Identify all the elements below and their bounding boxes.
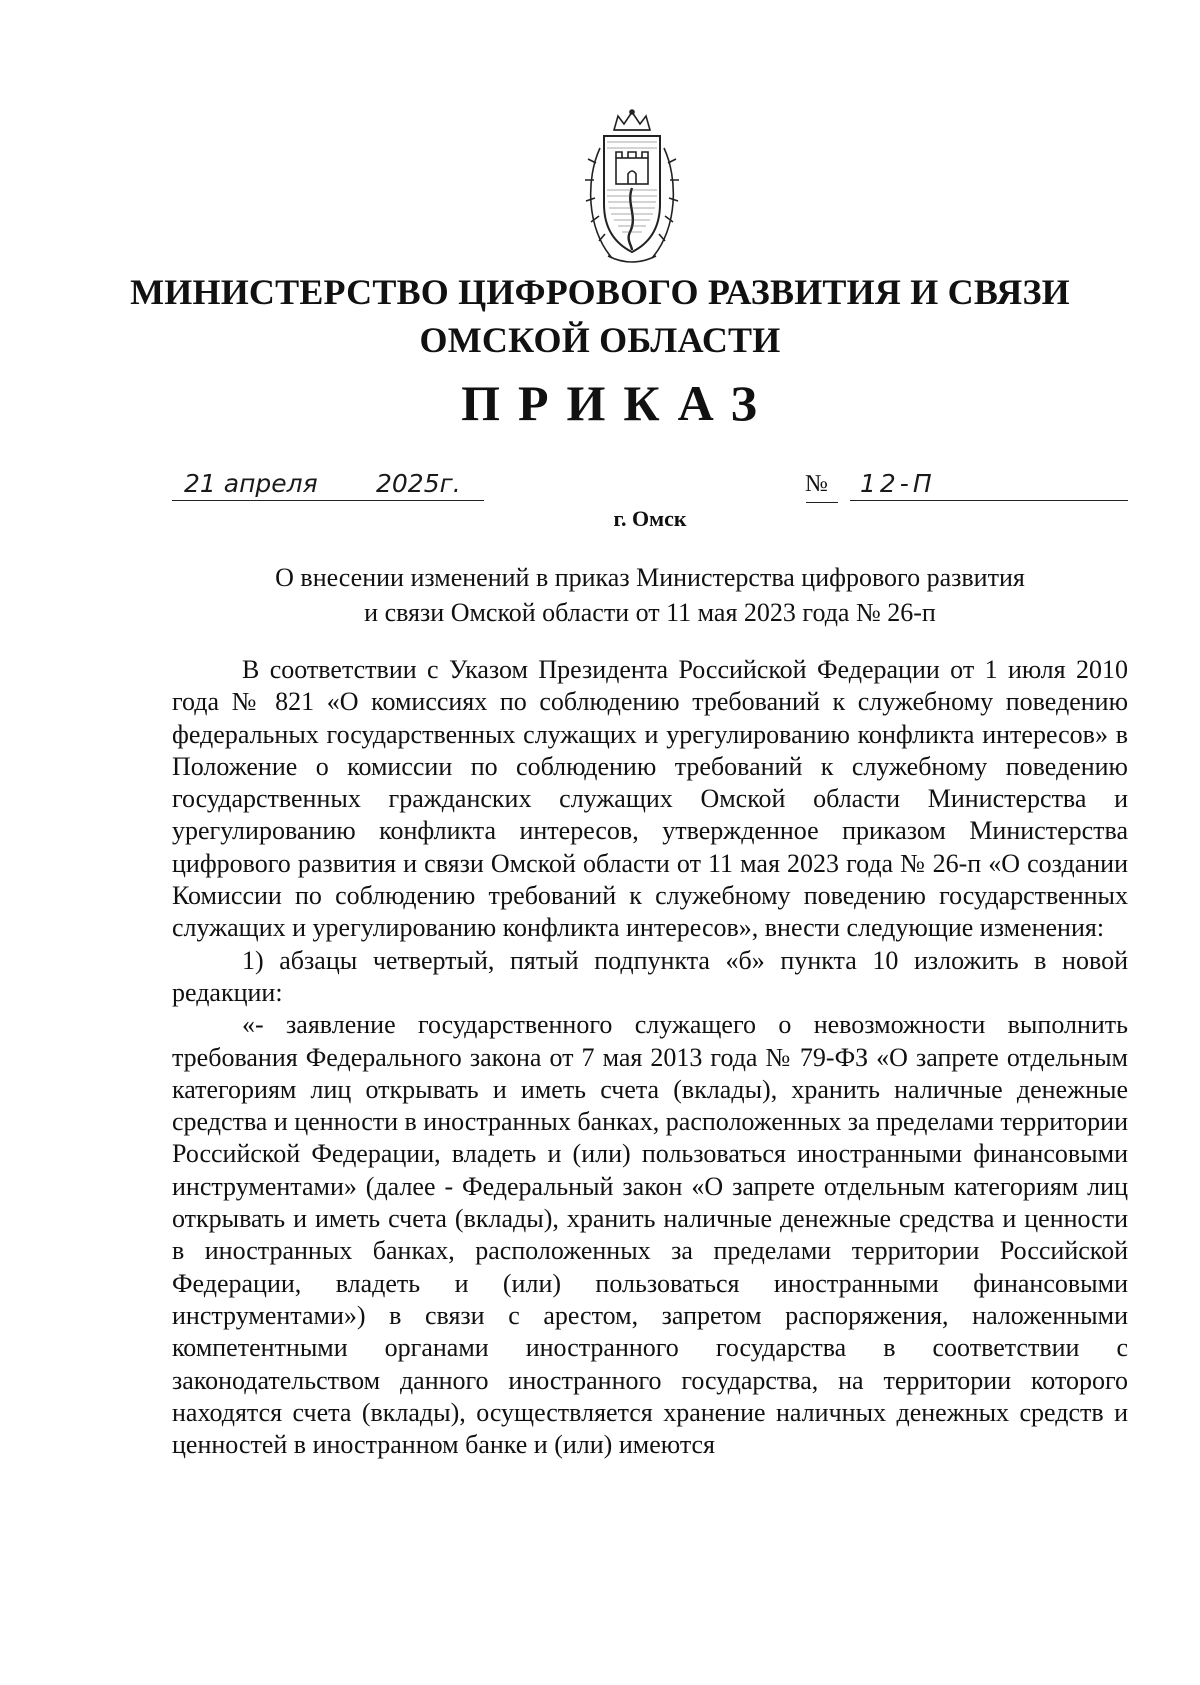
order-date [172, 470, 484, 501]
order-number-label-underline [806, 502, 838, 503]
order-number-value: 12-П [860, 469, 936, 498]
order-body [172, 654, 1128, 1461]
body-paragraph: 1) абзацы четвертый, пятый подпункта «б» пункта 10 изложить в новой редакции: [172, 945, 1128, 1007]
order-subject [170, 560, 1130, 630]
order-subject-line2: и связи Омской области от 11 мая 2023 года № 26-п [364, 598, 936, 627]
ministry-name-line2: ОМСКОЙ ОБЛАСТИ [419, 320, 781, 360]
order-subject-line1: О внесении изменений в приказ Министерства цифрового развития [275, 563, 1025, 592]
body-paragraph: «- заявление государственного служащего о невозможности выполнить требования Федерального закона от 7 мая 2013 года № 79-ФЗ «О запрете отдельным категориям лиц открывать и иметь счета (вклады), хранить наличные денежные средства и ценности в иностранных банках, расположенных за пределами территории Российской Федерации, владеть и (или) пользоваться иностранными финансовыми инструментами» (далее - Федеральный закон «О запрете отдельным категориям лиц открывать и иметь счета (вклады), хранить наличные денежные средства и ценности в иностранных банках, расположенных за пределами территории Российской Федерации, владеть и (или) пользоваться иностранными финансовыми инструментами») в связи с арестом, запретом распоряжения, наложенными компетентными органами иностранного государства в соответствии с законодательством данного иностранного государства, на территории которого находятся счета (вклады), осуществляется хранение наличных денежных средств и ценностей в иностранном банке и (или) имеются [172, 1010, 1128, 1460]
order-date-day-month: 21 апреля [184, 469, 318, 498]
order-title: ПРИКАЗ [461, 375, 775, 431]
order-number [850, 468, 1128, 501]
order-date-year: 2025г. [376, 469, 461, 498]
city: г. Омск [613, 506, 687, 531]
order-number-label: № [805, 471, 828, 497]
body-paragraph: В соответствии с Указом Президента Российской Федерации от 1 июля 2010 года № 821 «О комиссиях по соблюдению требований к служебному поведению федеральных государственных служащих и урегулированию конфликта интересов» в Положение о комиссии по соблюдению требований к служебному поведению государственных гражданских служащих Омской области Министерства и урегулированию конфликта интересов, утвержденное приказом Министерства цифрового развития и связи Омской области от 11 мая 2023 года № 26-п «О создании Комиссии по соблюдению требований к служебному поведению государственных служащих и урегулированию конфликта интересов», внести следующие изменения: [172, 655, 1128, 943]
ministry-name [0, 268, 1200, 364]
omsk-coat-of-arms-icon [572, 108, 692, 268]
ministry-name-line1: МИНИСТЕРСТВО ЦИФРОВОГО РАЗВИТИЯ И СВЯЗИ [130, 272, 1070, 312]
